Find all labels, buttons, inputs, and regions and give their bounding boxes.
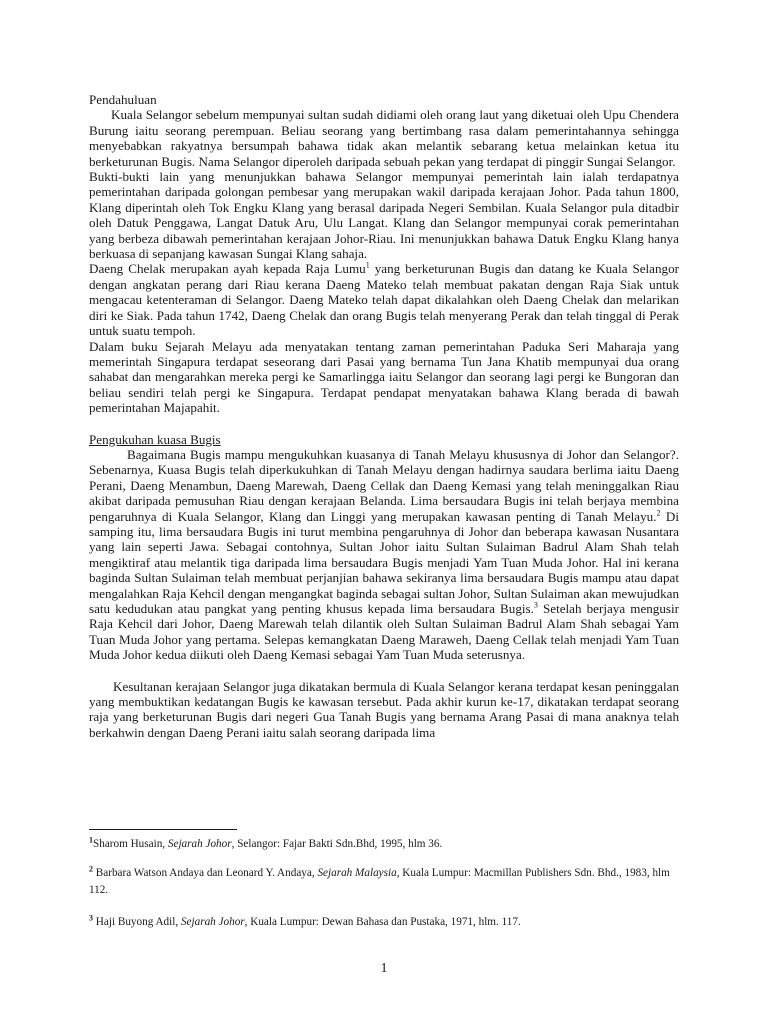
intro-paragraph-2: Bukti-bukti lain yang menunjukkan bahawa Selangor mempunyai pemerintah lain ialah terdapatnya pemerintahan daripada golongan pembesar yang merupakan wakil daripada kerajaan Johor. Pada tahun 1800, Klang diperintah oleh Tok Engku Klang yang berasal daripada Negeri Sembilan. Kuala Selangor pula ditadbir oleh Datuk Penggawa, Langat Datuk Aru, Ulu Langat. Klang dan Selangor mempunyai corak pemerintahan yang berbeza dibawah pemerintahan kerajaan Johor-Riau. Ini menunjukkan bahawa Datuk Engku Klang hanya berkuasa di sepanjang kawasan Sungai Klang sahaja.: [89, 169, 679, 262]
section-heading-text: Pengukuhan kuasa Bugis: [89, 431, 221, 447]
footnote-text: , Selangor: Fajar Bakti Sdn.Bhd, 1995, hlm 36.: [231, 838, 443, 850]
page-number: 1: [380, 961, 388, 976]
footnote-3: [89, 914, 679, 931]
footnote-number: 2: [89, 864, 93, 874]
footnote-ref-2: 2: [656, 508, 661, 518]
intro-paragraph-4: Dalam buku Sejarah Melayu ada menyatakan tentang zaman pemerintahan Paduka Seri Maharaja yang memerintah Singapura terdapat seseorang dari Pasai yang bernama Tun Jana Khatib mempunyai dua orang sahabat dan mengarahkan mereka pergi ke Samarlingga iaitu Selangor dan seorang lagi pergi ke Bungoran dan beliau sendiri telah pergi ke Singapura. Terdapat pendapat menyatakan bahawa Klang berada di bawah pemerintahan Majapahit.: [89, 338, 679, 416]
footnote-book-title: Sejarah Malaysia,: [317, 867, 400, 879]
paragraph-spacer: [89, 416, 679, 432]
footnote-ref-1: 1: [365, 261, 370, 271]
section-paragraph-2: Kesultanan kerajaan Selangor juga dikatakan bermula di Kuala Selangor kerana terdapat kesan peninggalan yang membuktikan kedatangan Bugis ke kawasan tersebut. Pada akhir kurun ke-17, dikatakan terdapat seorang raja yang berketurunan Bugis dari negeri Gua Tanah Bugis yang bernama Arang Pasai di mana anaknya telah berkahwin dengan Daeng Perani iaitu salah seorang daripada lima: [89, 678, 679, 740]
footnote-number: 3: [89, 913, 93, 923]
footnote-text: Haji Buyong Adil,: [95, 916, 181, 928]
footnote-ref-3: 3: [533, 600, 538, 610]
footnote-text: Sharom Husain,: [93, 838, 168, 850]
intro-heading: Pendahuluan: [89, 92, 157, 107]
paragraph-spacer: [89, 663, 679, 679]
section-paragraph-1: [89, 447, 679, 663]
paragraph-text: Di samping itu, lima bersaudara Bugis ini turut membina pengaruhnya di Johor dan beberapa kawasan Nusantara yang lain seperti Jawa. Sebagai contohnya, Sultan Johor iaitu Sultan Sulaiman Badrul Alam Shah telah mengiktiraf atau melantik tiga daripada lima bersaudara Bugis menjadi Yam Tuan Muda Johor. Hal ini kerana baginda Sultan Sulaiman telah membuat perjanjian bahawa sekiranya lima bersaudara Bugis mampu atau dapat mengalahkan Raja Kehcil dengan mengangkat baginda sebagai sultan Johor, Sultan Sulaiman akan mewujudkan satu kedudukan atau pangkat yang penting khusus kepada lima bersaudara Bugis.: [89, 508, 680, 616]
footnote-number: 1: [89, 835, 93, 845]
paragraph-text: yang berketurunan Bugis dan datang ke Kuala Selangor dengan angkatan perang dari Riau kerana Daeng Mateko telah membuat pakatan dengan Raja Siak untuk mengacau ketenteraman di Selangor. Daeng Mateko telah dapat dikalahkan oleh Daeng Chelak dan melarikan diri ke Siak. Pada tahun 1742, Daeng Chelak dan orang Bugis telah menyerang Perak dan telah tinggal di Perak untuk suatu tempoh.: [89, 261, 679, 339]
paragraph-text: Daeng Chelak merupakan ayah kepada Raja Lumu: [89, 261, 366, 277]
footnote-text: Kuala Lumpur: Macmillan Publishers Sdn. Bhd., 1983, hlm 112.: [89, 867, 670, 896]
paragraph-text: Setelah berjaya mengusir Raja Kehcil dari Johor, Daeng Marewah telah dilantik oleh Sultan Sulaiman Badrul Alam Shah sebagai Yam Tuan Muda Johor yang pertama. Selepas kemangkatan Daeng Maraweh, Daeng Cellak telah menjadi Yam Tuan Muda Johor kedua diikuti oleh Daeng Kemasi sebagai Yam Tuan Muda seterusnya.: [89, 601, 679, 663]
footnote-text: , Kuala Lumpur: Dewan Bahasa dan Pustaka, 1971, hlm. 117.: [244, 916, 521, 928]
footnote-1: [89, 836, 679, 853]
footnote-text: Barbara Watson Andaya dan Leonard Y. Andaya,: [95, 867, 318, 879]
intro-paragraph-1: Kuala Selangor sebelum mempunyai sultan sudah didiami oleh orang laut yang diketuai oleh Upu Chendera Burung iaitu seorang perempuan. Beliau seorang yang bertimbang rasa dalam pemerintahannya sehingga menyebabkan rakyatnya bersumpah bahawa tidak akan melantik sebarang ketua melainkan ketua itu berketurunan Bugis. Nama Selangor diperoleh daripada sebuah pekan yang terdapat di pinggir Sungai Selangor.: [89, 107, 679, 169]
footnote-book-title: Sejarah Johor: [180, 916, 245, 928]
footnote-book-title: Sejarah Johor: [167, 838, 232, 850]
section-heading: [89, 432, 679, 447]
footnote-separator: [89, 829, 237, 830]
paragraph-text: Bagaimana Bugis mampu mengukuhkan kuasanya di Tanah Melayu khususnya di Johor dan Selangor?. Sebenarnya, Kuasa Bugis telah diperkukuhkan di Tanah Melayu dengan hadirnya saudara berlima iaitu Daeng Perani, Daeng Menambun, Daeng Marewah, Daeng Cellak dan Daeng Kemasi yang telah meninggalkan Riau akibat daripada pemusuhan Riau dengan kerajaan Belanda. Lima bersaudara Bugis ini telah berjaya membina pengaruhnya di Kuala Selangor, Klang dan Linggi yang merupakan kawasan penting di Tanah Melayu.: [89, 446, 679, 524]
intro-paragraph-3: [89, 261, 679, 338]
footnote-2: [89, 865, 679, 898]
body-text: [89, 92, 679, 740]
